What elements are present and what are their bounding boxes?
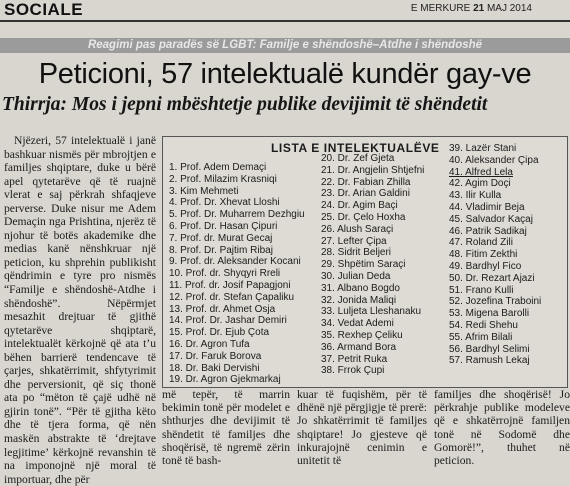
list-item: 25. Dr. Çelo Hoxha [321, 211, 406, 223]
list-item: 45. Salvador Kaçaj [449, 213, 533, 225]
list-item: 39. Lazër Stani [449, 143, 517, 154]
list-item: 12. Prof. dr. Stefan Çapaliku [169, 291, 295, 303]
list-item: 57. Ramush Lekaj [449, 355, 530, 367]
list-item: 53. Migena Barolli [449, 308, 530, 320]
list-item: 34. Vedat Ademi [321, 318, 394, 330]
article-bottom-column-1 [162, 388, 290, 468]
list-item: 52. Jozefina Traboini [449, 296, 542, 308]
paper-name: E MERKURE [410, 3, 471, 14]
list-item: 16. Dr. Agron Tufa [169, 338, 250, 350]
article-bottom-column-3 [434, 388, 570, 468]
list-item: 29. Shpëtim Saraçi [321, 259, 406, 271]
list-item: 11. Prof. dr. Josif Papagjoni [169, 279, 291, 291]
list-item: 41. Alfred Lela [449, 166, 513, 178]
list-item: 40. Aleksander Çipa [449, 154, 539, 166]
masthead-dateline [411, 3, 532, 14]
list-item: 18. Dr. Baki Dervishi [169, 362, 260, 374]
list-item: 43. Ilir Kulla [449, 190, 502, 202]
list-item: 38. Frrok Çupi [321, 365, 385, 377]
list-item: 35. Rexhep Çeliku [321, 329, 403, 341]
list-item: 9. Prof. dr. Aleksander Kocani [169, 256, 301, 268]
list-item: 8. Prof. Dr. Pajtim Ribaj [169, 244, 273, 256]
list-item: 36. Armand Bora [321, 341, 397, 353]
list-item: 55. Afrim Bilali [449, 331, 513, 343]
list-item: 1. Prof. Adem Demaçi [169, 162, 267, 173]
list-item: 23. Dr. Arian Galdini [321, 188, 410, 200]
top-rule [0, 20, 570, 22]
list-item: 26. Alush Saraçi [321, 223, 394, 235]
article-paragraph: kuar të fuqishëm, për të dhënë një përgjigje të prerë: Jo shkatërrimit të familjes shqiptare! Jo gjesteve që inkurajojnë cenimin e unitetit të [297, 388, 427, 468]
date-month-year: MAJ 2014 [486, 3, 532, 14]
list-item: 47. Roland Zili [449, 237, 513, 249]
list-item: 33. Luljeta Lleshanaku [321, 306, 422, 318]
list-item: 19. Dr. Agron Gjekmarkaj [169, 374, 281, 386]
list-item: 15. Prof. Dr. Ejub Çota [169, 327, 270, 339]
list-item: 51. Frano Kulli [449, 284, 514, 296]
list-item: 21. Dr. Angjelin Shtjefni [321, 164, 425, 176]
list-item: 27. Lefter Çipa [321, 235, 387, 247]
list-item: 3. Kim Mehmeti [169, 185, 239, 197]
article-bottom-column-2 [297, 388, 427, 468]
list-item: 56. Bardhyl Selimi [449, 343, 530, 355]
list-item: 46. Patrik Sadikaj [449, 225, 527, 237]
list-item: 10. Prof. dr. Shyqyri Rreli [169, 268, 281, 280]
list-item: 6. Prof. Dr. Hasan Çipuri [169, 220, 278, 232]
list-item: 44. Vladimir Beja [449, 201, 525, 213]
list-column-2 [321, 153, 424, 377]
list-item: 50. Dr. Rezart Ajazi [449, 272, 535, 284]
kicker-banner: Reagimi pas paradës së LGBT: Familje e shëndoshë–Atdhe i shëndoshë [0, 38, 570, 53]
list-item: 54. Redi Shehu [449, 319, 518, 331]
list-item: 49. Bardhyl Fico [449, 260, 522, 272]
list-item: 31. Albano Bogdo [321, 282, 400, 294]
list-item: 32. Jonida Maliqi [321, 294, 397, 306]
article-paragraph: më tepër, të marrin bekimin tonë për modelet e shthurjes dhe devijimit të shëndetit të familjes dhe shoqërisë, të ngremë zërin tonë të bash- [162, 388, 290, 468]
list-column-1 [169, 162, 305, 386]
list-item: 37. Petrit Ruka [321, 353, 388, 365]
list-item: 48. Fitim Zekthi [449, 249, 518, 261]
list-item: 14. Prof. Dr. Jashar Demiri [169, 315, 287, 327]
list-item: 28. Sidrit Beljeri [321, 247, 392, 259]
list-item: 30. Julian Deda [321, 270, 391, 282]
article-paragraph: familjes dhe shoqërisë! Jo përkrahje publike modeleve që e shkatërrojnë familjen tonë në Sodomë dhe Gomorë!”, thuhet në peticion. [434, 388, 570, 468]
article-left-column [4, 134, 156, 486]
signatories-list-box [162, 136, 568, 388]
headline: Peticioni, 57 intelektualë kundër gay-ve [38, 58, 532, 90]
section-label: SOCIALE [4, 0, 84, 19]
list-item: 4. Prof. Dr. Xhevat Lloshi [169, 197, 280, 209]
list-item: 5. Prof. Dr. Muharrem Dezhgiu [169, 209, 305, 221]
list-item: 13. Prof. dr. Ahmet Osja [169, 303, 276, 315]
article-paragraph: Njëzeri, 57 intelektualë i janë bashkuar nismës për mbrojtjen e familjes shqiptare, duke u bërë apel qytetarëve që të ruajnë vlerat e saj përkrah shfaqjeve perverse. Duke nisur me Adem Demaçin nga Prishtina, njerëz të njohur të botës akademike dhe medias kanë nënshkruar një peticion, ku shprehin publikisht qëndrimin e tyre pro nismës “Familje e shëndoshë-Atdhe i shëndoshë”. Nëpërmjet mesazhit drejtuar të gjithë qytetarëve shqiptarë, intelektualët kërkojnë që ata t’u bëhen barrierë tendencave të çarjes, shkatërrimit, shfytyrimit dhe perversionit, që siç thonë ata po “mëton të çajë udhë në gjirin tonë”. “Për të gjitha këto dhe të tjera forma, që nën maskën abstrakte të ‘drejtave legjitime’ kërkojnë revanshin të na imponojnë një moral të importuar, dhe për [4, 134, 156, 486]
list-item: 7. Prof. dr. Murat Gecaj [169, 232, 273, 244]
list-item: 22. Dr. Fabian Zhilla [321, 176, 411, 188]
date-day: 21 [473, 3, 485, 14]
subheadline: Thirrja: Mos i jepni mbështetje publike devijimit të shëndetit [2, 94, 488, 115]
list-item: 2. Prof. Milazim Krasniqi [169, 173, 277, 185]
list-item: 17. Dr. Faruk Borova [169, 350, 262, 362]
list-item: 24. Dr. Agim Baçi [321, 200, 398, 212]
list-item: 42. Agim Doçi [449, 178, 511, 190]
list-column-3 [449, 143, 541, 367]
list-title: LISTA E INTELEKTUALËVE [271, 141, 440, 155]
list-item: 20. Dr. Zef Gjeta [321, 153, 395, 164]
